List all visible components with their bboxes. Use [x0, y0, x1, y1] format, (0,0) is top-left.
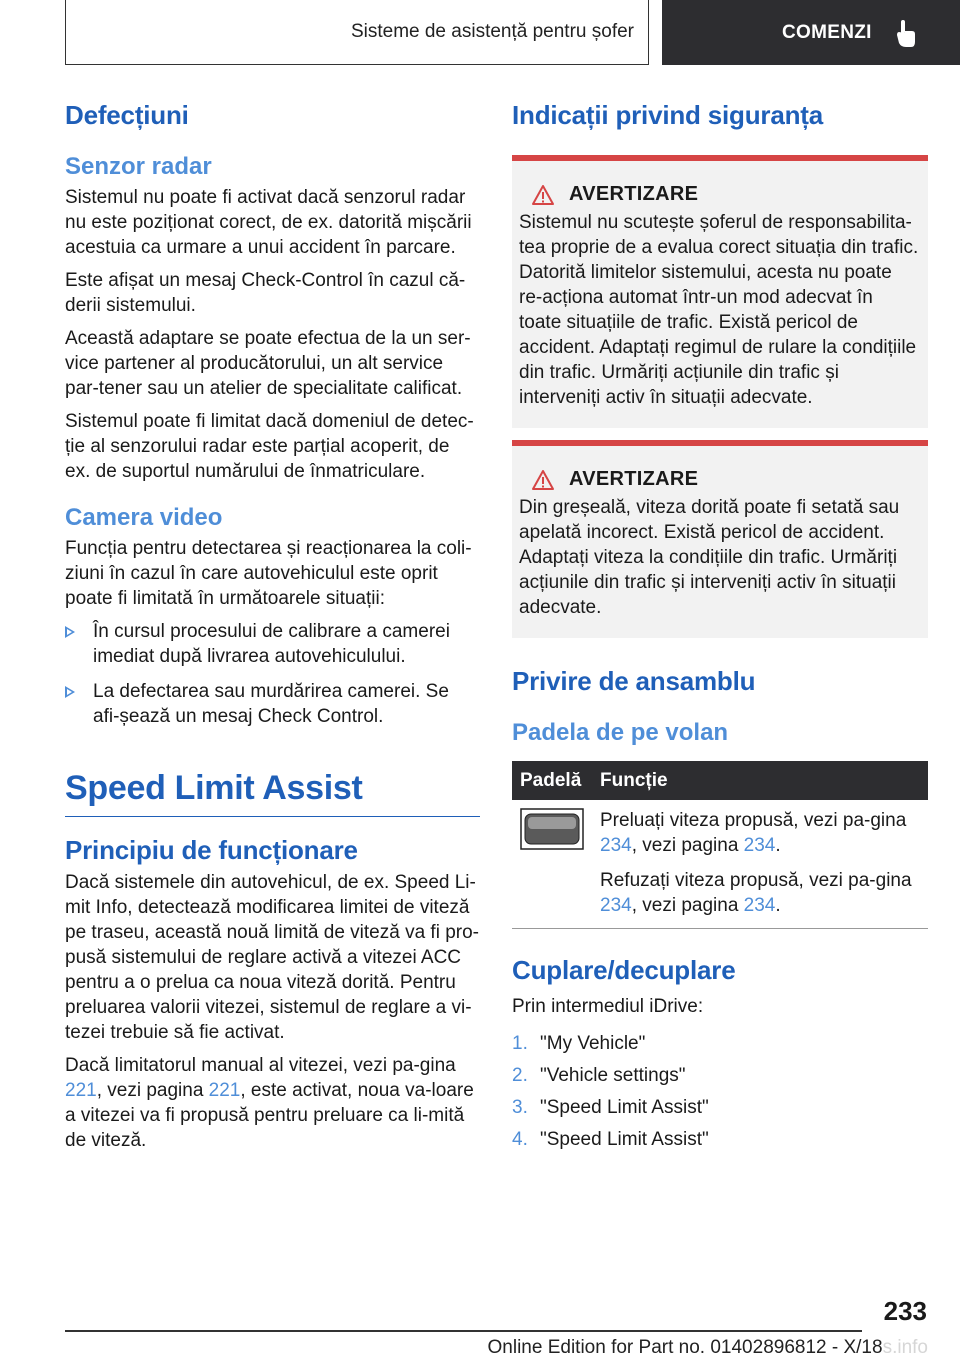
camera-bullet-list	[65, 619, 480, 729]
page-link-234[interactable]: 234	[600, 895, 632, 916]
footer-divider	[65, 1330, 862, 1332]
warning-box	[512, 440, 928, 638]
footer-watermark: s.info	[882, 1337, 928, 1358]
triangle-bullet-icon	[65, 626, 75, 638]
steering-wheel-paddle-icon	[520, 808, 584, 850]
list-item: La defectarea sau murdărirea camerei. Se afi-șează un mesaj Check Control.	[65, 679, 480, 729]
warning-triangle-icon	[531, 469, 555, 491]
header-tab-comenzi[interactable]	[662, 0, 960, 65]
list-item: 4. "Speed Limit Assist"	[512, 1129, 709, 1150]
function-reject: Refuzați viteza propusă, vezi pa-gina 234, vezi pagina 234.	[600, 870, 912, 916]
page-link-234[interactable]: 234	[743, 835, 776, 856]
warning-title: AVERTIZARE	[519, 183, 920, 206]
paragraph-limitator: Dacă limitatorul manual al vitezei, vezi pa-gina 221, vezi pagina 221, este activat, noua va-loare a vitezei va fi propusă pentru preluare ca li-mită de viteză.	[65, 1055, 474, 1151]
page-link-221[interactable]: 221	[65, 1080, 97, 1101]
paragraph-senzor-4: Sistemul poate fi limitat dacă domeniul de detec-ție al senzorului radar este parțial acoperit, de ex. de suportul numărului de înmatriculare.	[65, 411, 474, 482]
header-tab-label: COMENZI	[782, 21, 872, 43]
heading-defectiuni: Defecțiuni	[65, 100, 189, 130]
paragraph-senzor-3: Această adaptare se poate efectua de la un ser-vice partener al producătorului, un alt service par-tener sau un atelier de specialitate calificat.	[65, 328, 471, 399]
heading-principiu: Principiu de funcționare	[65, 835, 358, 865]
heading-privire-ansamblu: Privire de ansamblu	[512, 666, 756, 696]
heading-indicatii-siguranta: Indicații privind siguranța	[512, 100, 823, 130]
triangle-bullet-icon	[65, 686, 75, 698]
footer-edition: Online Edition for Part no. 01402896812 - X/18s.info	[487, 1337, 928, 1358]
paragraph-idrive: Prin intermediul iDrive:	[512, 996, 704, 1017]
heading-senzor-radar: Senzor radar	[65, 153, 212, 180]
table-row	[512, 800, 928, 929]
paddle-function-table	[512, 761, 928, 929]
function-accept: Preluați viteza propusă, vezi pa-gina 234, vezi pagina 234.	[600, 810, 907, 856]
warning-title: AVERTIZARE	[519, 468, 920, 491]
heading-cuplare-decuplare: Cuplare/decuplare	[512, 955, 736, 985]
page-link-221[interactable]: 221	[208, 1080, 241, 1101]
paragraph-principiu: Dacă sistemele din autovehicul, de ex. Speed Li-mit Info, detectează modificarea limitei de viteză pe traseu, această nouă limită de viteză va fi pro-pusă sistemului de reglare activă a vitezei ACC pentru a o prelua ca noua viteză dorită. Pentru preluarea valorii vitezei, sistemul de reglare a vi-tezei trebuie să fie activat.	[65, 872, 480, 1043]
page-number: 233	[883, 1296, 927, 1326]
list-item: 3. "Speed Limit Assist"	[512, 1097, 709, 1118]
heading-speed-limit-assist: Speed Limit Assist	[65, 769, 480, 817]
table-header-functie: Funcție	[592, 761, 928, 800]
header-section-title-box	[65, 0, 649, 65]
list-item: În cursul procesului de calibrare a camerei imediat după livrarea autovehiculului.	[65, 619, 480, 669]
heading-camera-video: Camera video	[65, 504, 223, 531]
header-section-title: Sisteme de asistență pentru șofer	[350, 21, 634, 42]
page-link-234[interactable]: 234	[743, 895, 776, 916]
paragraph-senzor-2: Este afișat un mesaj Check-Control în cazul că-derii sistemului.	[65, 270, 466, 316]
heading-padela-volan: Padela de pe volan	[512, 719, 729, 746]
warning-box	[512, 155, 928, 428]
list-item: 2. "Vehicle settings"	[512, 1065, 686, 1086]
paragraph-camera: Funcția pentru detectarea și reacționarea la coli-ziuni în cazul în care autovehiculul este oprit poate fi limitată în următoarele situații:	[65, 538, 472, 609]
warning-text: Sistemul nu scutește șoferul de responsabilita-tea proprie de a evalua corect situația din trafic. Datorită limitelor sistemului, acesta nu poate re-acționa automat într-un mod adecvat în toate situațiile de trafic. Există pericol de accident. Adaptați regimul de rulare la condițiile din trafic. Urmăriți acțiunile din trafic și interveniți activ în situații adecvate.	[519, 212, 919, 408]
table-header-padela: Padelă	[512, 761, 592, 800]
pointing-hand-icon	[894, 18, 918, 48]
warning-text: Din greșeală, viteza dorită poate fi setată sau apelată incorect. Există pericol de accident. Adaptați viteza la condițiile din trafic. Urmăriți acțiunile din trafic și interveniți activ în situații adecvate.	[519, 497, 900, 618]
page-link-234[interactable]: 234	[600, 835, 632, 856]
steps-list	[512, 1031, 928, 1152]
paragraph-senzor-1: Sistemul nu poate fi activat dacă senzorul radar nu este poziționat corect, de ex. datorită mișcării acestuia ca urmare a unui accident în parcare.	[65, 187, 472, 258]
left-column	[65, 100, 480, 1161]
right-column	[512, 100, 928, 1159]
list-item: 1. "My Vehicle"	[512, 1033, 646, 1054]
warning-triangle-icon	[531, 184, 555, 206]
